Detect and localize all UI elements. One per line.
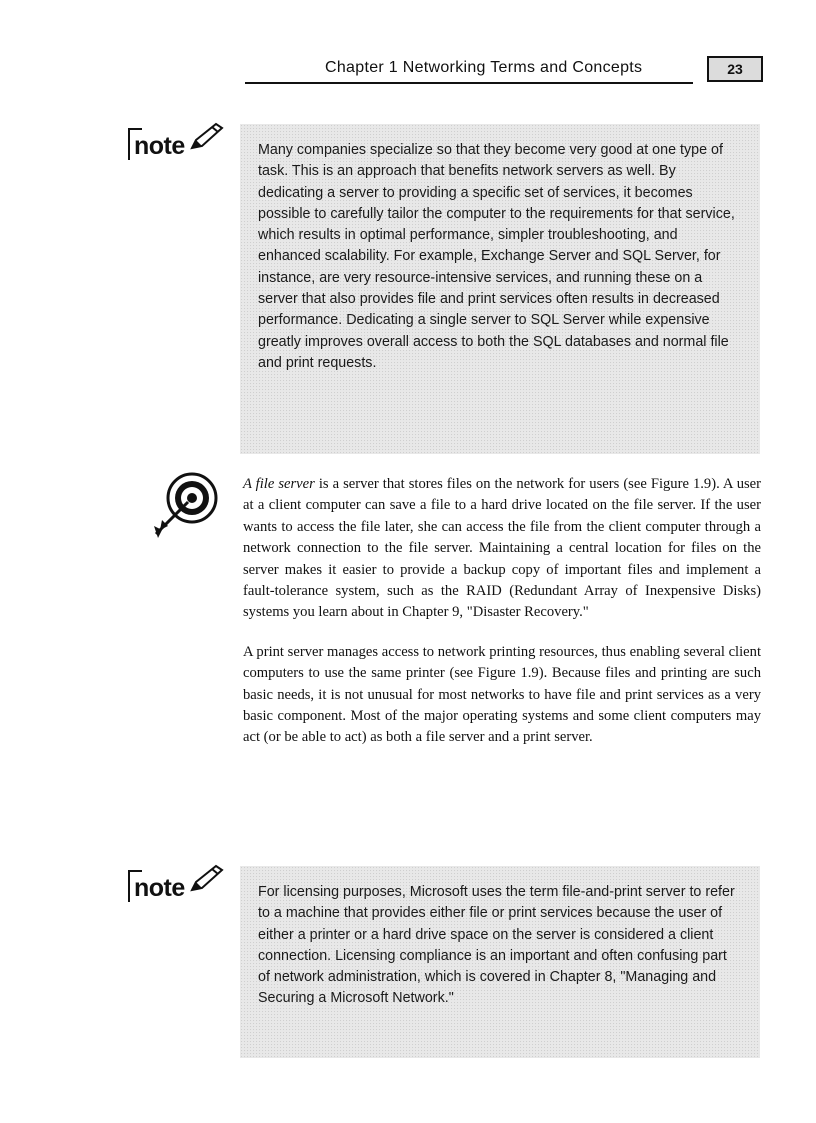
note-text: Many companies specialize so that they become very good at one type of task. This is an approach that benefits network servers as well. By dedicating a server to providing a specific set of services, it becomes possible to carefully tailor the computer to the requirements for that service, which results in optimal performance, simpler troubleshooting, and enhanced scalability. For example, Exchange Server and SQL Server, for instance, are very resource-intensive services, and running these on a server that also provides file and print services often results in decreased performance. Dedicating a single server to SQL Server while expensive greatly improves overall access to both the SQL databases and normal file and print requests. (258, 142, 735, 371)
note-label: note (134, 874, 185, 902)
paragraph-file-server-text: is a server that stores files on the network for users (see Figure 1.9). A user at a client computer can save a file to a hard drive located on the file server. If the user wants to access the file later, she can access the file from the client computer through a network connection to the file server. Maintaining a central location for files on the server makes it easier to provide a backup copy of important files and implement a fault-tolerance system, such as the RAID (Redundant Array of Inexpensive Disks) systems you learn about in Chapter 9, "Disaster Recovery." (243, 476, 762, 621)
pencil-icon (188, 122, 226, 152)
paragraph-print-server: A print server manages access to network printing resources, thus enabling several client computers to use the same printer (see Figure 1.9). Because files and printing are such basic needs, it is not unusual for most networks to have file and print services as a very basic component. Most of the major operating systems and some client computers may act (or be able to act) as both a file server and a print server. (243, 643, 761, 746)
note-text: For licensing purposes, Microsoft uses the term file-and-print server to refer to a machine that provides either file or print services because the user of either a printer or a hard drive space on the server is considered a client connection. Licensing compliance is an important and often confusing part of network administration, which is covered in Chapter 8, "Managing and Securing a Microsoft Network." (258, 884, 735, 1007)
page-header (245, 56, 763, 86)
note-box (240, 866, 760, 1058)
pencil-icon (188, 864, 226, 894)
note-label: note (134, 132, 185, 160)
chapter-title: Chapter 1 Networking Terms and Concepts (325, 59, 643, 76)
term-file-server: A file server (243, 476, 315, 492)
note-icon (128, 864, 228, 912)
target-icon (152, 470, 220, 540)
page-number: 23 (707, 56, 763, 82)
note-icon (128, 122, 228, 170)
body-text (243, 474, 761, 767)
paragraph-file-server (243, 474, 761, 624)
header-rule (245, 82, 693, 84)
note-box (240, 124, 760, 454)
